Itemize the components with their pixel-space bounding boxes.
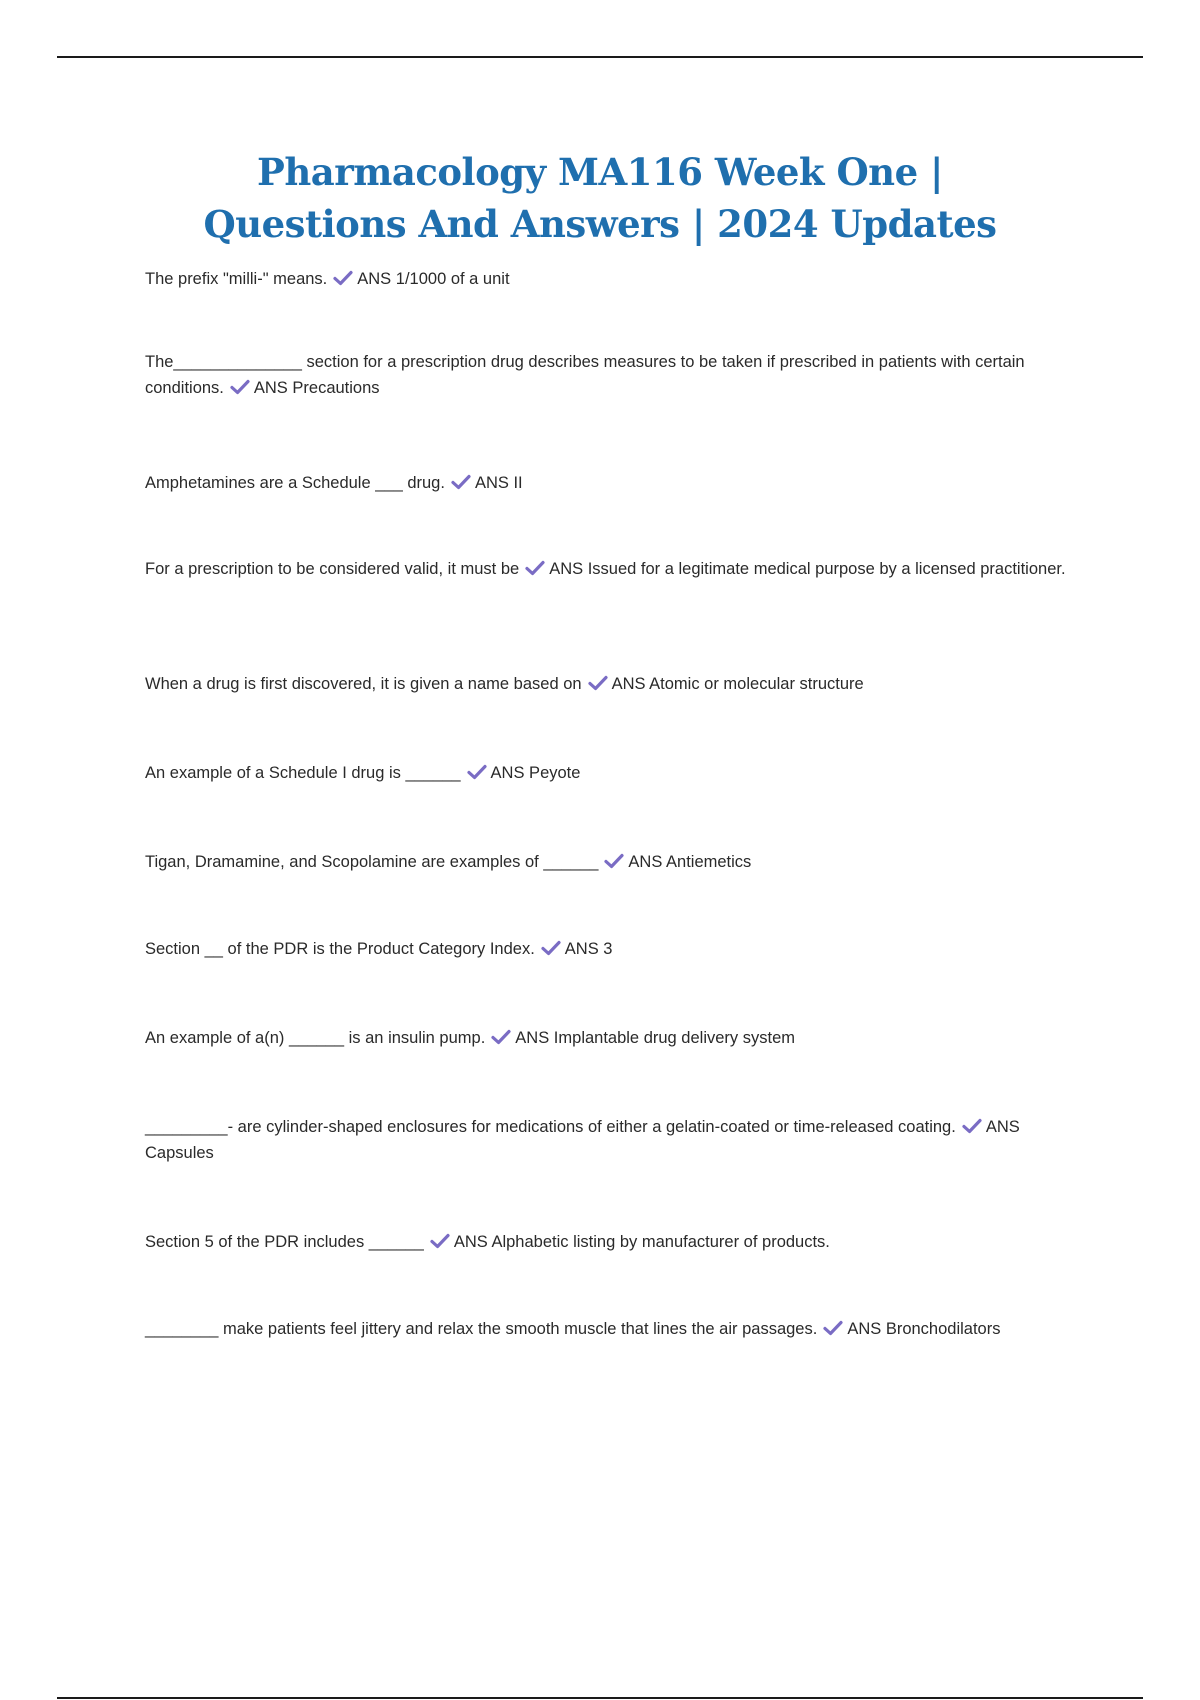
checkmark-icon [491, 1029, 511, 1045]
answer-text: ANS 1/1000 of a unit [357, 270, 510, 288]
qa-item-7 [145, 849, 1080, 875]
checkmark-icon [333, 270, 353, 286]
answer-text: ANS II [474, 474, 523, 492]
question-text: An example of a(n) ______ is an insulin pump. [145, 1029, 486, 1047]
answer-text: ANS Antiemetics [628, 853, 752, 871]
qa-item-5 [145, 671, 1080, 697]
checkmark-icon [430, 1233, 450, 1249]
qa-item-6 [145, 760, 1080, 786]
answer-text: ANS Bronchodilators [847, 1320, 1001, 1338]
question-text: Section __ of the PDR is the Product Category Index. [145, 940, 535, 958]
question-text: Tigan, Dramamine, and Scopolamine are examples of ______ [145, 853, 599, 871]
checkmark-icon [451, 474, 471, 490]
checkmark-icon [823, 1320, 843, 1336]
question-text: _________- are cylinder-shaped enclosures for medications of either a gelatin-coated or time-released coating. [145, 1118, 956, 1136]
qa-item-8 [145, 936, 1080, 962]
checkmark-icon [604, 853, 624, 869]
qa-item-12 [145, 1316, 1080, 1342]
checkmark-icon [230, 379, 250, 395]
question-text: ________ make patients feel jittery and relax the smooth muscle that lines the air passages. [145, 1320, 818, 1338]
question-text: An example of a Schedule I drug is ______ [145, 764, 461, 782]
qa-item-11 [145, 1229, 1080, 1255]
qa-item-9 [145, 1025, 1080, 1051]
answer-text: ANS Peyote [490, 764, 581, 782]
answer-text: ANS 3 [564, 940, 613, 958]
qa-item-2 [145, 349, 1080, 401]
document-title: Pharmacology MA116 Week One | Questions And Answers | 2024 Updates [203, 150, 997, 246]
answer-text: ANS Capsules [145, 1118, 1020, 1162]
question-text: For a prescription to be considered valid, it must be [145, 560, 520, 578]
qa-item-3 [145, 470, 1080, 496]
answer-text: ANS Implantable drug delivery system [515, 1029, 795, 1047]
question-text: The prefix "milli-" means. [145, 270, 328, 288]
answer-text: ANS Issued for a legitimate medical purpose by a licensed practitioner. [549, 560, 1066, 578]
answer-text: ANS Precautions [253, 379, 380, 397]
qa-item-1 [145, 266, 1080, 292]
checkmark-icon [541, 940, 561, 956]
question-text: Amphetamines are a Schedule ___ drug. [145, 474, 445, 492]
answer-text: ANS Alphabetic listing by manufacturer of products. [453, 1233, 830, 1251]
qa-item-10 [145, 1114, 1080, 1166]
checkmark-icon [525, 560, 545, 576]
question-text: When a drug is first discovered, it is given a name based on [145, 675, 582, 693]
bottom-rule [57, 1697, 1143, 1699]
checkmark-icon [467, 764, 487, 780]
qa-item-4 [145, 556, 1080, 582]
question-text: Section 5 of the PDR includes ______ [145, 1233, 424, 1251]
checkmark-icon [588, 675, 608, 691]
checkmark-icon [962, 1118, 982, 1134]
question-text: The______________ section for a prescription drug describes measures to be taken if prescribed in patients with certain conditions. [145, 353, 1025, 397]
top-rule [57, 56, 1143, 58]
answer-text: ANS Atomic or molecular structure [611, 675, 864, 693]
